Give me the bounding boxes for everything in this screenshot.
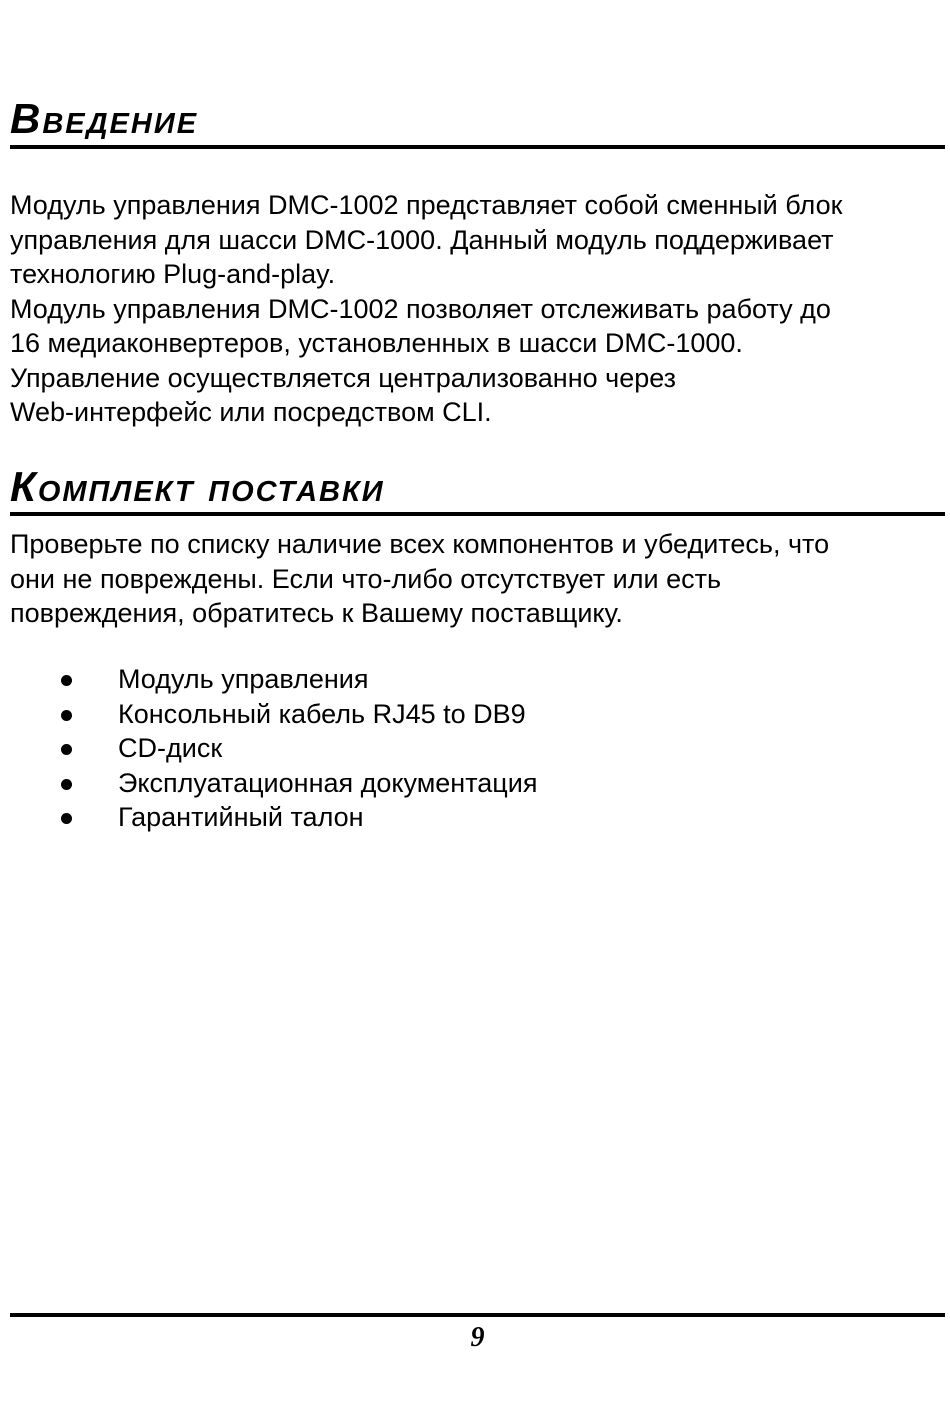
intro-paragraph bbox=[10, 188, 945, 430]
list-item-label: Гарантийный талон bbox=[118, 802, 364, 833]
intro-line: Модуль управления DMC-1002 представляет собой сменный блок bbox=[10, 190, 843, 220]
page-number: 9 bbox=[470, 1322, 485, 1353]
list-item-label: CD-диск bbox=[118, 733, 223, 764]
list-item bbox=[10, 800, 537, 835]
bullet-icon bbox=[61, 744, 72, 755]
package-heading-rule bbox=[10, 512, 945, 516]
intro-line: 16 медиаконвертеров, установленных в шасси DMC-1000. bbox=[10, 328, 743, 358]
list-item-label: Консольный кабель RJ45 to DB9 bbox=[118, 698, 526, 729]
package-paragraph bbox=[10, 527, 945, 631]
bullet-icon bbox=[61, 710, 72, 721]
footer-rule bbox=[10, 1313, 945, 1317]
package-line: Проверьте по списку наличие всех компонентов и убедитесь, что bbox=[10, 529, 830, 559]
package-line: повреждения, обратитесь к Вашему поставщику. bbox=[10, 598, 623, 628]
intro-heading: Введение bbox=[10, 95, 199, 142]
intro-line: Web-интерфейс или посредством CLI. bbox=[10, 397, 492, 427]
list-item bbox=[10, 731, 537, 766]
intro-line: технологию Plug-and-play. bbox=[10, 259, 336, 289]
list-item-label: Эксплуатационная документация bbox=[118, 767, 538, 798]
list-item-label: Модуль управления bbox=[118, 664, 369, 694]
list-item bbox=[10, 766, 537, 801]
bullet-icon bbox=[61, 675, 72, 686]
package-line: они не повреждены. Если что-либо отсутствует или есть bbox=[10, 563, 722, 594]
list-item bbox=[10, 662, 537, 697]
intro-heading-rule bbox=[10, 145, 945, 149]
list-item bbox=[10, 697, 537, 732]
bullet-icon bbox=[61, 779, 72, 790]
document-page bbox=[10, 0, 945, 1401]
intro-line: Модуль управления DMC-1002 позволяет отслеживать работу до bbox=[10, 293, 831, 324]
intro-line: Управление осуществляется централизованно через bbox=[10, 362, 677, 393]
bullet-icon bbox=[61, 813, 72, 824]
package-heading: Комплект поставки bbox=[10, 463, 385, 510]
intro-line: управления для шасси DMC-1000. Данный модуль поддерживает bbox=[10, 224, 834, 255]
package-contents-list bbox=[10, 662, 537, 835]
